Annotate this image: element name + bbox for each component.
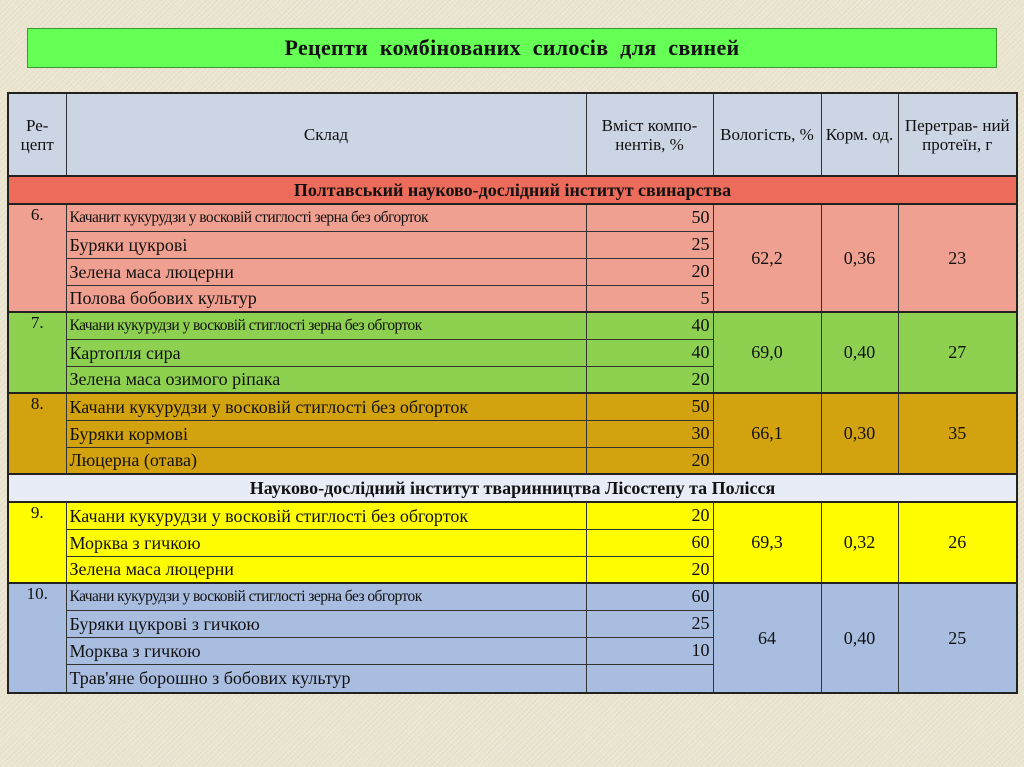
ingredient-name: Морква з гичкою: [66, 637, 586, 664]
ingredient-name: Зелена маса люцерни: [66, 556, 586, 583]
slide-title: Рецепти комбінованих силосів для свиней: [284, 35, 740, 60]
feed-units-value: 0,40: [821, 312, 898, 393]
section-row: [8, 176, 1017, 204]
moisture-value: 64: [713, 583, 821, 693]
moisture-value: 62,2: [713, 204, 821, 312]
moisture-value: 69,3: [713, 502, 821, 583]
ingredient-name: Морква з гичкою: [66, 529, 586, 556]
feed-units-value: 0,36: [821, 204, 898, 312]
ingredient-percent: [586, 664, 713, 693]
protein-value: 27: [898, 312, 1017, 393]
ingredient-name: Качанит кукурудзи у восковій стиглості зерна без обгорток: [66, 204, 586, 231]
ingredient-name: Буряки кормові: [66, 420, 586, 447]
recipe-number: 9.: [8, 502, 66, 583]
table-row: [8, 502, 1017, 529]
header-recipe: Ре- цепт: [8, 93, 66, 176]
ingredient-percent: 50: [586, 204, 713, 231]
protein-value: 26: [898, 502, 1017, 583]
protein-value: 35: [898, 393, 1017, 474]
ingredient-name: Качани кукурудзи у восковій стиглості зерна без обгорток: [66, 312, 586, 339]
table-header-row: [8, 93, 1017, 176]
ingredient-percent: 5: [586, 285, 713, 312]
ingredient-name: Люцерна (отава): [66, 447, 586, 474]
ingredient-name: Качани кукурудзи у восковій стиглості зерна без обгорток: [66, 583, 586, 610]
ingredient-name: Полова бобових культур: [66, 285, 586, 312]
section-row: [8, 474, 1017, 502]
ingredient-percent: 50: [586, 393, 713, 420]
section-title: Науково-дослідний інститут тваринництва Лісостепу та Полісся: [8, 474, 1017, 502]
recipe-number: 7.: [8, 312, 66, 393]
ingredient-name: Буряки цукрові з гичкою: [66, 610, 586, 637]
feed-units-value: 0,32: [821, 502, 898, 583]
ingredient-percent: 20: [586, 447, 713, 474]
section-title: Полтавський науково-дослідний інститут свинарства: [8, 176, 1017, 204]
ingredient-percent: 25: [586, 610, 713, 637]
ingredient-percent: 10: [586, 637, 713, 664]
moisture-value: 69,0: [713, 312, 821, 393]
ingredient-percent: 25: [586, 231, 713, 258]
header-protein: Перетрав- ний протеїн, г: [898, 93, 1017, 176]
ingredient-percent: 60: [586, 529, 713, 556]
feed-units-value: 0,40: [821, 583, 898, 693]
protein-value: 23: [898, 204, 1017, 312]
protein-value: 25: [898, 583, 1017, 693]
header-composition: Склад: [66, 93, 586, 176]
ingredient-name: Буряки цукрові: [66, 231, 586, 258]
ingredient-name: Зелена маса озимого ріпака: [66, 366, 586, 393]
feed-units-value: 0,30: [821, 393, 898, 474]
recipe-number: 6.: [8, 204, 66, 312]
table-row: [8, 583, 1017, 610]
slide-title-box: [27, 28, 997, 68]
ingredient-percent: 20: [586, 366, 713, 393]
header-moisture: Вологість, %: [713, 93, 821, 176]
ingredient-percent: 20: [586, 502, 713, 529]
ingredient-percent: 60: [586, 583, 713, 610]
ingredient-percent: 40: [586, 339, 713, 366]
ingredient-name: Трав'яне борошно з бобових культур: [66, 664, 586, 693]
recipe-number: 8.: [8, 393, 66, 474]
table-row: [8, 312, 1017, 339]
ingredient-percent: 30: [586, 420, 713, 447]
ingredient-name: Качани кукурудзи у восковій стиглості без обгорток: [66, 502, 586, 529]
silage-recipes-table: [7, 92, 1018, 694]
ingredient-percent: 40: [586, 312, 713, 339]
recipe-number: 10.: [8, 583, 66, 693]
ingredient-percent: 20: [586, 258, 713, 285]
ingredient-name: Картопля сира: [66, 339, 586, 366]
table-row: [8, 204, 1017, 231]
ingredient-percent: 20: [586, 556, 713, 583]
ingredient-name: Зелена маса люцерни: [66, 258, 586, 285]
header-content: Вміст компо- нентів, %: [586, 93, 713, 176]
ingredient-name: Качани кукурудзи у восковій стиглості без обгорток: [66, 393, 586, 420]
table-row: [8, 393, 1017, 420]
header-feed-units: Корм. од.: [821, 93, 898, 176]
moisture-value: 66,1: [713, 393, 821, 474]
